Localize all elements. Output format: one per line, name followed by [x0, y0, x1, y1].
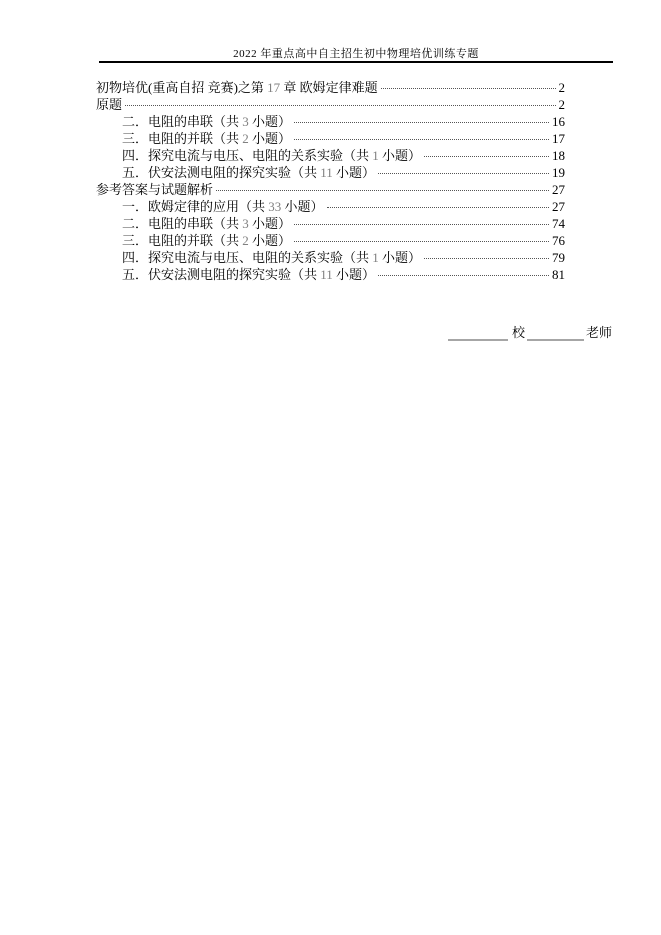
- toc-entry-text: 二．电阻的串联（共: [122, 216, 243, 231]
- header-rule: [99, 61, 613, 63]
- toc-entry-page-number: 19: [552, 165, 565, 180]
- toc-entry-text: 四．探究电流与电压、电阻的关系实验（共: [122, 148, 373, 163]
- dot-leader: [424, 258, 549, 259]
- toc-entry-count-number: 11: [320, 165, 333, 180]
- toc-entry-count-number: 17: [267, 80, 281, 95]
- toc-entry-page-number: 2: [558, 80, 565, 95]
- toc-entry-count-number: 3: [242, 114, 249, 129]
- toc-entry-page-number: 2: [558, 97, 565, 112]
- toc-entry-label: [122, 130, 291, 147]
- toc-entry-page-number: 81: [552, 267, 565, 282]
- school-label: 校: [511, 325, 525, 340]
- toc-entry-text: 五．伏安法测电阻的探究实验（共: [122, 267, 321, 282]
- dot-leader: [294, 224, 549, 225]
- toc-entry-text: 章 欧姆定律难题: [280, 80, 378, 95]
- dot-leader: [424, 156, 549, 157]
- toc-entry[interactable]: [96, 232, 565, 249]
- toc-entry-count-number: 3: [242, 216, 249, 231]
- toc-entry-text: 小题）: [248, 216, 292, 231]
- toc-entry-count-number: 1: [372, 250, 379, 265]
- toc-entry-text: 小题）: [332, 267, 376, 282]
- toc-entry[interactable]: [96, 249, 565, 266]
- dot-leader: [294, 241, 549, 242]
- toc-entry-count-number: 2: [242, 233, 249, 248]
- toc-entry[interactable]: [96, 215, 565, 232]
- dot-leader: [327, 207, 549, 208]
- toc-entry-label: [122, 113, 291, 130]
- toc-entry-text: 三．电阻的并联（共: [122, 131, 243, 146]
- toc-entry[interactable]: [96, 198, 565, 215]
- toc-entry-page-number: 79: [552, 250, 565, 265]
- table-of-contents: [96, 79, 565, 283]
- toc-entry[interactable]: [96, 130, 565, 147]
- toc-entry-label: [96, 79, 378, 96]
- toc-entry-text: 小题）: [281, 199, 324, 214]
- toc-entry-text: 参考答案与试题解析: [96, 182, 214, 197]
- toc-entry-page-number: 76: [552, 233, 565, 248]
- toc-entry-page-number: 17: [552, 131, 565, 146]
- toc-entry-label: [122, 266, 375, 283]
- teacher-blank-line[interactable]: [527, 325, 584, 341]
- toc-entry-text: 初物培优(重高自招 竞赛)之第: [96, 80, 268, 95]
- toc-entry-label: [122, 147, 421, 164]
- toc-entry-page-number: 74: [552, 216, 565, 231]
- toc-entry-text: 四．探究电流与电压、电阻的关系实验（共: [122, 250, 373, 265]
- toc-entry-text: 原题: [96, 97, 123, 112]
- toc-entry-page-number: 18: [552, 148, 565, 163]
- toc-entry-count-number: 11: [320, 267, 333, 282]
- toc-entry-page-number: 27: [552, 182, 565, 197]
- toc-entry-text: 小题）: [378, 250, 422, 265]
- toc-entry-text: 小题）: [378, 148, 422, 163]
- toc-entry[interactable]: [96, 147, 565, 164]
- toc-entry[interactable]: [96, 181, 565, 198]
- dot-leader: [378, 173, 549, 174]
- dot-leader: [378, 275, 549, 276]
- toc-entry[interactable]: [96, 96, 565, 113]
- toc-entry-count-number: 33: [268, 199, 282, 214]
- toc-entry[interactable]: [96, 79, 565, 96]
- dot-leader: [216, 190, 549, 191]
- toc-entry-label: [96, 96, 122, 113]
- toc-entry[interactable]: [96, 266, 565, 283]
- dot-leader: [294, 122, 549, 123]
- toc-entry-text: 小题）: [248, 233, 292, 248]
- toc-entry[interactable]: [96, 164, 565, 181]
- toc-entry-label: [122, 232, 291, 249]
- toc-entry-text: 小题）: [248, 114, 292, 129]
- toc-entry-count-number: 2: [242, 131, 249, 146]
- page-header-title: 2022 年重点高中自主招生初中物理培优训练专题: [233, 48, 479, 60]
- toc-entry-text: 三．电阻的并联（共: [122, 233, 243, 248]
- teacher-label: 老师: [585, 325, 612, 340]
- toc-entry-count-number: 1: [372, 148, 379, 163]
- dot-leader: [381, 88, 556, 89]
- toc-entry-page-number: 27: [552, 199, 565, 214]
- toc-entry-label: [96, 181, 213, 198]
- toc-entry-label: [122, 164, 375, 181]
- toc-entry-text: 五．伏安法测电阻的探究实验（共: [122, 165, 321, 180]
- toc-entry-label: [122, 249, 421, 266]
- toc-entry-text: 一．欧姆定律的应用（共: [122, 199, 269, 214]
- toc-entry-page-number: 16: [552, 114, 565, 129]
- school-blank-line[interactable]: [448, 325, 508, 341]
- toc-entry[interactable]: [96, 113, 565, 130]
- signature-line: [448, 325, 612, 341]
- toc-entry-text: 小题）: [248, 131, 292, 146]
- dot-leader: [125, 105, 555, 106]
- toc-entry-label: [122, 215, 291, 232]
- toc-entry-text: 小题）: [332, 165, 376, 180]
- toc-entry-label: [122, 198, 324, 215]
- dot-leader: [294, 139, 549, 140]
- toc-entry-text: 二．电阻的串联（共: [122, 114, 243, 129]
